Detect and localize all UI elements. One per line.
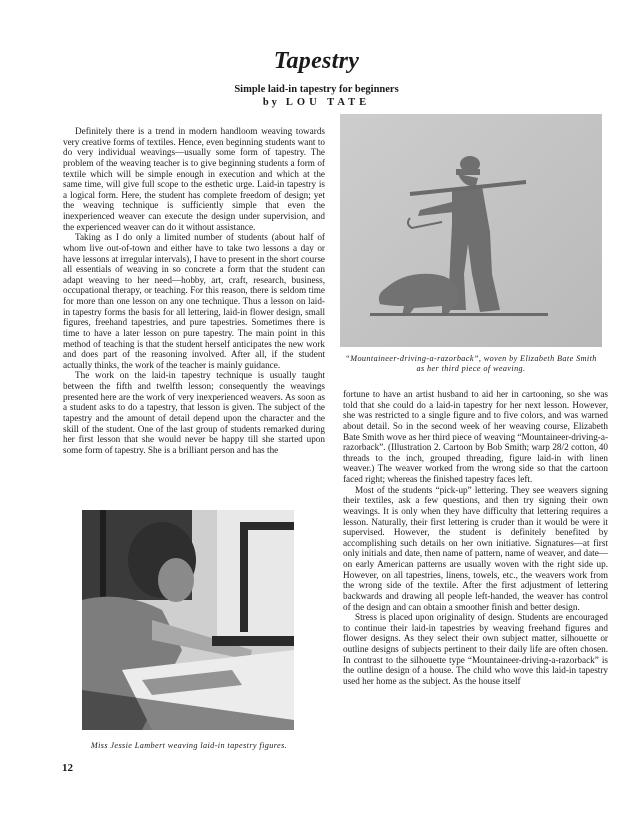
bottom-photo-caption: Miss Jessie Lambert weaving laid-in tapestry figures. bbox=[90, 741, 288, 750]
article-byline bbox=[0, 97, 633, 108]
tapestry-photo-mountaineer bbox=[340, 114, 602, 347]
caption-line: “Mountaineer-driving-a-razorback”, woven by Elizabeth Bate Smith bbox=[345, 354, 597, 363]
left-text-column bbox=[63, 126, 325, 455]
paragraph: Taking as I do only a limited number of students (about half of whom live out-of-town and either have to take two lessons a day or have lessons at irregular intervals), I have to present in the short course all essentials of weaving in so concrete a form that the student can adapt weaving to her need—hobby, art, craft, research, business, occupational therapy, or teaching. For this reason, there is seldom time for more than one lesson on any one technique. Thus a lesson on laid-in tapestry forms the basis for all lettering, laid-in flower design, small figures, freehand tapestries, and pure tapestries. Sometimes there is time to have a later lesson on pure tapestry. The main point in this method of teaching is that the student herself anticipates the new work and does part of the reasoning involved. After all, if the student actually thinks, the work of the teacher is mainly guidance. bbox=[63, 232, 325, 370]
paragraph: Most of the students “pick-up” lettering. They see weavers signing their textiles, ask a few questions, and then try signing their own weavings. It is only when they have difficulty that lettering requires a lesson. Naturally, their first lettering is cruder than it would be were it supervised. However, the student is definitely benefited by accomplishing such details on her own initiative. Signatures—at first only initials and date, then name of pattern, name of weaver, and date—on early American patterns are usually woven with the right side up. However, on all tapestries, linens, towels, etc., the weavers work from the wrong side of the textile. After the first adjustment of lettering backwards and drawing all people left-handed, the weaver has control of the design and can obtain a smoother finish and better design. bbox=[343, 484, 608, 612]
top-photo-caption bbox=[335, 354, 607, 374]
weaving-photo-jessie-lambert bbox=[82, 510, 294, 730]
byline-prefix: by bbox=[262, 97, 280, 108]
paragraph: fortune to have an artist husband to aid her in cartooning, so she was told that she could do a laid-in tapestry for her next lesson. However, she was restricted to a single figure and to five colors, and was warned about detail. So in the second week of her weaving course, Elizabeth Bate Smith wove as her third piece of weaving “Mountaineer-driving-a-razorback”. (Illustration 2. Cartoon by Bob Smith; warp 28/2 cotton, 40 threads to the inch, grouped threading, figure laid-in with linen weaver.) The weaver worked from the wrong side so that the cartoon faced right; whereas the finished tapestry faces left. bbox=[343, 389, 608, 484]
article-title: Tapestry bbox=[273, 48, 360, 74]
paragraph: The work on the laid-in tapestry technique is usually taught between the fifth and twelfth lesson; consequently the weavings presented here are the work of very inexperienced weavers. As soon as a student asks to do a tapestry, that lesson is given. The subject of the tapestry and the amount of detail depend upon the character and the skill of the student. One of the last group of students remarked during her first lesson that she would never be happy till she started upon some form of tapestry. She is a brilliant person and has the bbox=[63, 370, 325, 455]
paragraph: Definitely there is a trend in modern handloom weaving towards very creative forms of textiles. Hence, even beginning students want to do very individual weavings—usually some form of tapestry. The problem of the weaving teacher is to give beginning students a form of textile which will be simple enough in execution and which at the same time, will give full scope to the esthetic urge. Laid-in tapestry is a logical form. Here, the student has complete freedom of design; yet the weaving technique is sufficiently simple that even the inexperienced weaver can execute the design under supervision, and the experienced weaver can do it without assistance. bbox=[63, 126, 325, 232]
page-number: 12 bbox=[62, 762, 73, 774]
author-name: LOU TATE bbox=[285, 97, 371, 108]
ground-line bbox=[370, 313, 548, 316]
article-subtitle: Simple laid-in tapestry for beginners bbox=[234, 84, 399, 95]
caption-line: as her third piece of weaving. bbox=[416, 364, 526, 373]
paragraph: Stress is placed upon originality of design. Students are encouraged to continue their laid-in tapestries by weaving freehand figures and flower designs. As they select their own subject matter, silhouette or outline designs of subjects pertinent to their daily life are often chosen. In contrast to the silhouette type “Mountaineer-driving-a-razorback” is the outline design of a house. The child who wove this laid-in tapestry used her home as the subject. As the house itself bbox=[343, 612, 608, 686]
mountaineer-razorback-illustration bbox=[340, 114, 602, 347]
weaver-at-loom-photo bbox=[82, 510, 294, 730]
right-text-column bbox=[343, 389, 608, 687]
